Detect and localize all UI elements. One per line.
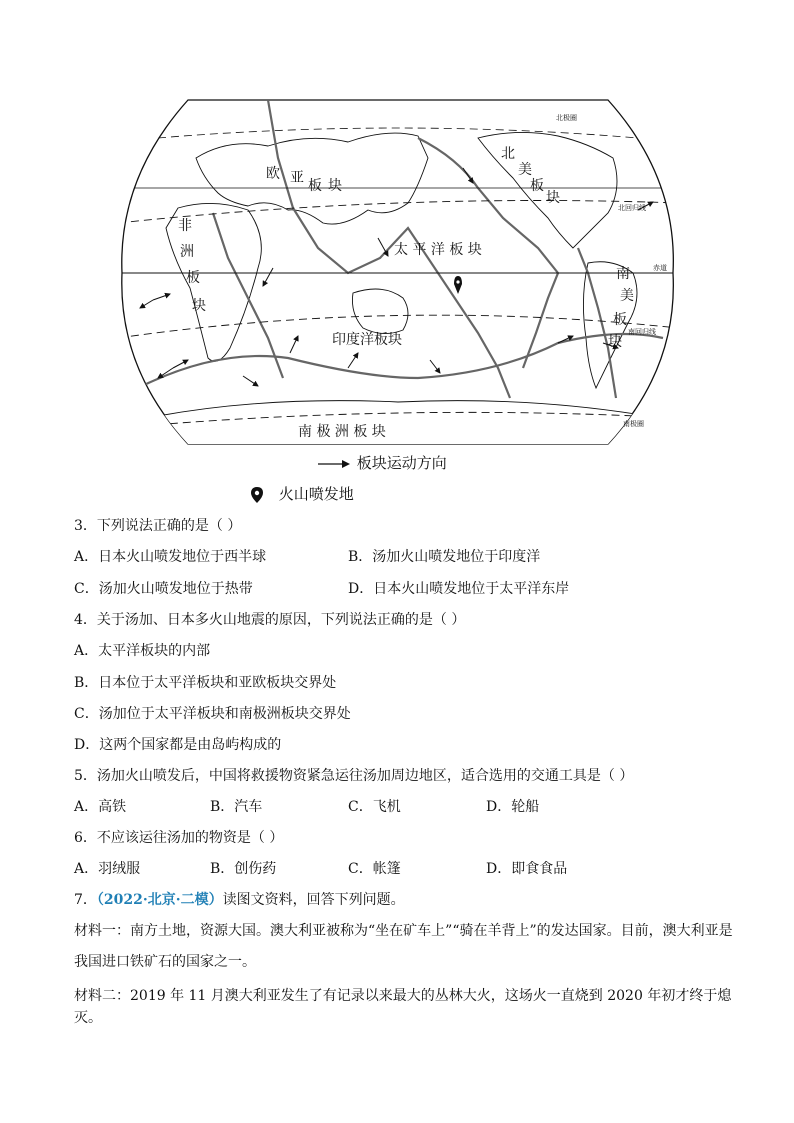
plate-label-africa-4: 块 bbox=[192, 298, 206, 314]
material-1 bbox=[74, 920, 754, 973]
continent-antarctica bbox=[158, 401, 648, 446]
plate-map bbox=[118, 98, 678, 446]
plate-label-na-4: 块 bbox=[546, 190, 560, 206]
question-7-stem bbox=[74, 890, 405, 910]
label-equator: 赤道 bbox=[653, 264, 667, 272]
q3-option-b: B．汤加火山喷发地位于印度洋 bbox=[348, 549, 541, 565]
plate-label-africa-1: 非 bbox=[178, 218, 192, 234]
q5-option-c: C．飞机 bbox=[348, 799, 401, 815]
plate-label-sa-3: 板 bbox=[613, 312, 627, 328]
question-3-stem: 3．下列说法正确的是（ ） bbox=[74, 518, 242, 534]
q4-option-c: C．汤加位于太平洋板块和南极洲板块交界处 bbox=[74, 706, 351, 722]
plate-label-eurasia-3: 板 bbox=[308, 178, 322, 194]
plate-label-sa-1: 南 bbox=[616, 266, 630, 282]
label-tropic-cancer: 北回归线 bbox=[618, 204, 646, 212]
q3-option-a: A．日本火山喷发地位于西半球 bbox=[74, 549, 267, 565]
plate-label-sa-4: 块 bbox=[608, 334, 622, 350]
q4-option-b: B．日本位于太平洋板块和亚欧板块交界处 bbox=[74, 675, 337, 691]
q7-stem-text: 读图文资料，回答下列问题。 bbox=[222, 892, 405, 908]
q5-option-d: D．轮船 bbox=[486, 799, 540, 815]
label-arctic-circle: 北极圈 bbox=[556, 114, 577, 122]
plate-label-na-3: 板 bbox=[530, 178, 544, 194]
q3-option-d: D．日本火山喷发地位于太平洋东岸 bbox=[348, 581, 570, 597]
material-2: 材料二：2019 年 11 月澳大利亚发生了有记录以来最大的丛林大火，这场火一直烧到 2020 年初才终于熄灭。 bbox=[74, 988, 732, 1026]
label-antarctic-circle: 南极圈 bbox=[623, 420, 644, 428]
label-tropic-capricorn: 南回归线 bbox=[628, 328, 656, 336]
plate-label-antarctic: 南 极 洲 板 块 bbox=[298, 424, 386, 440]
plate-label-africa-3: 板 bbox=[186, 270, 200, 286]
material-1-line-1: 材料一：南方土地，资源大国。澳大利亚被称为“坐在矿车上”“骑在羊背上”的发达国家。目前，澳大利亚是 bbox=[74, 923, 733, 939]
legend-arrow-text: 板块运动方向 bbox=[356, 454, 447, 472]
q5-option-b: B．汽车 bbox=[210, 799, 263, 815]
question-6-stem: 6．不应该运往汤加的物资是（ ） bbox=[74, 830, 284, 846]
plate-label-eurasia-4: 块 bbox=[328, 178, 342, 194]
q4-option-a: A．太平洋板块的内部 bbox=[74, 643, 211, 659]
plate-label-na-1: 北 bbox=[501, 146, 515, 162]
location-pin-icon bbox=[250, 486, 264, 504]
q4-option-d: D．这两个国家都是由岛屿构成的 bbox=[74, 737, 282, 753]
plate-label-indian: 印度洋板块 bbox=[332, 332, 402, 348]
q5-option-a: A．高铁 bbox=[74, 799, 127, 815]
arrow-icon bbox=[318, 457, 352, 471]
material-1-line-2: 我国进口铁矿石的国家之一。 bbox=[74, 954, 256, 970]
q7-number: 7． bbox=[74, 892, 97, 908]
q3-option-c: C．汤加火山喷发地位于热带 bbox=[74, 581, 253, 597]
question-4-stem: 4．关于汤加、日本多火山地震的原因，下列说法正确的是（ ） bbox=[74, 612, 466, 628]
q6-option-d: D．即食食品 bbox=[486, 861, 568, 877]
legend-arrow bbox=[318, 452, 447, 473]
q6-option-a: A．羽绒服 bbox=[74, 861, 141, 877]
plate-label-pacific: 太 平 洋 板 块 bbox=[394, 242, 482, 258]
q6-option-b: B．创伤药 bbox=[210, 861, 277, 877]
question-5-stem: 5．汤加火山喷发后，中国将救援物资紧急运往汤加周边地区，适合选用的交通工具是（ ） bbox=[74, 768, 634, 784]
plate-label-eurasia-1: 欧 bbox=[266, 166, 280, 182]
plate-label-na-2: 美 bbox=[518, 162, 532, 178]
plate-label-sa-2: 美 bbox=[620, 288, 634, 304]
q6-option-c: C．帐篷 bbox=[348, 861, 401, 877]
legend-volcano-text: 火山喷发地 bbox=[278, 485, 354, 503]
plate-label-eurasia-2: 亚 bbox=[290, 170, 304, 186]
plate-label-africa-2: 洲 bbox=[180, 244, 194, 260]
legend-volcano bbox=[250, 483, 354, 504]
q7-source-tag: （2022·北京·二模） bbox=[96, 892, 223, 908]
